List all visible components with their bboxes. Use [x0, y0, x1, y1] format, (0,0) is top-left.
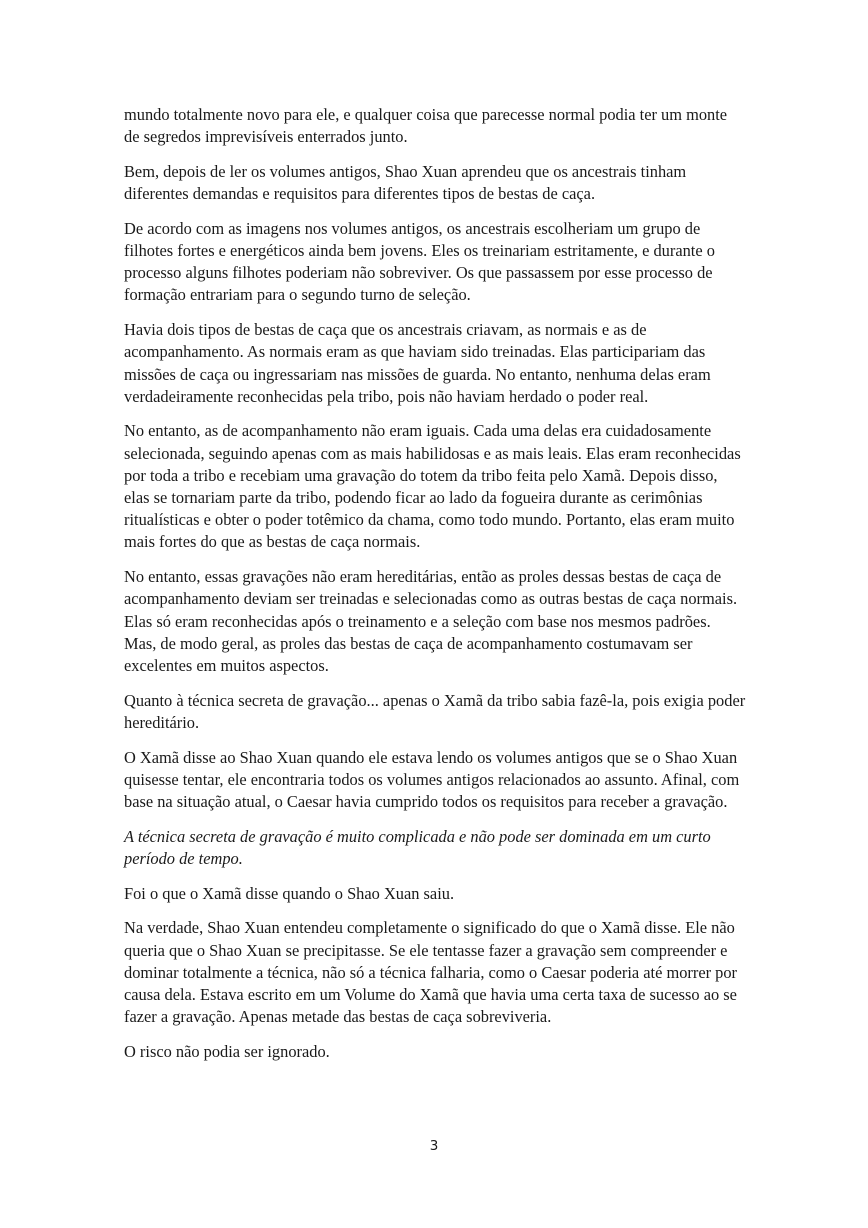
paragraph: Bem, depois de ler os volumes antigos, Shao Xuan aprendeu que os ancestrais tinham diferentes demandas e requisitos para diferentes tipos de bestas de caça. — [124, 161, 687, 204]
paragraph: O Xamã disse ao Shao Xuan quando ele estava lendo os volumes antigos que se o Shao Xuan quisesse tentar, ele encontraria todos os volumes antigos relacionados ao assunto. Afinal, com base na situação atual, o Caesar havia cumprido todos os requisitos para receber a gravação. — [124, 747, 740, 811]
page-number: 3 — [429, 1138, 439, 1154]
paragraph: Quanto à técnica secreta de gravação... apenas o Xamã da tribo sabia fazê-la, pois exigia poder hereditário. — [124, 690, 746, 732]
paragraph: Na verdade, Shao Xuan entendeu completamente o significado do que o Xamã disse. Ele não queria que o Shao Xuan se precipitasse. Se ele tentasse fazer a gravação sem compreender e dominar totalmente a técnica, não só a técnica falharia, como o Caesar poderia até morrer por causa dela. Estava escrito em um Volume do Xamã que havia uma certa taxa de sucesso ao se fazer a gravação. Apenas metade das bestas de caça sobreviveria. — [124, 918, 738, 1027]
paragraph: Foi o que o Xamã disse quando o Shao Xuan saiu. — [124, 883, 455, 903]
paragraph: No entanto, essas gravações não eram hereditárias, então as proles dessas bestas de caça de acompanhamento deviam ser treinadas e selecionadas como as outras bestas de caça normais. Elas só eram reconhecidas após o treinamento e a seleção com base nos mesmos padrões. Mas, de modo geral, as proles das bestas de caça de acompanhamento costumavam ser excelentes em muitos aspectos. — [124, 567, 738, 675]
paragraph: No entanto, as de acompanhamento não eram iguais. Cada uma delas era cuidadosamente selecionada, seguindo apenas com as mais habilidosas e as mais leais. Elas eram reconhecidas por toda a tribo e recebiam uma gravação do totem da tribo feita pelo Xamã. Depois disso, elas se tornariam parte da tribo, podendo ficar ao lado da fogueira durante as cerimônias ritualísticas e obter o poder totêmico da chama, como todo mundo. Portanto, elas eram muito mais fortes do que as bestas de caça normais. — [124, 421, 741, 552]
paragraph: Havia dois tipos de bestas de caça que os ancestrais criavam, as normais e as de acompanhamento. As normais eram as que haviam sido treinadas. Elas participariam das missões de caça ou ingressariam nas missões de guarda. No entanto, nenhuma delas eram verdadeiramente reconhecidas pela tribo, pois não haviam herdado o poder real. — [124, 320, 711, 406]
body-text — [124, 104, 746, 1076]
italic-paragraph: A técnica secreta de gravação é muito complicada e não pode ser dominada em um curto período de tempo. — [124, 826, 711, 868]
paragraph: De acordo com as imagens nos volumes antigos, os ancestrais escolheriam um grupo de filhotes fortes e energéticos ainda bem jovens. Eles os treinariam estritamente, e durante o processo alguns filhotes poderiam não sobreviver. Os que passassem por esse processo de formação entrariam para o segundo turno de seleção. — [124, 218, 715, 305]
paragraph: mundo totalmente novo para ele, e qualquer coisa que parecesse normal podia ter um monte de segredos imprevisíveis enterrados junto. — [124, 105, 728, 147]
paragraph: O risco não podia ser ignorado. — [124, 1041, 330, 1061]
